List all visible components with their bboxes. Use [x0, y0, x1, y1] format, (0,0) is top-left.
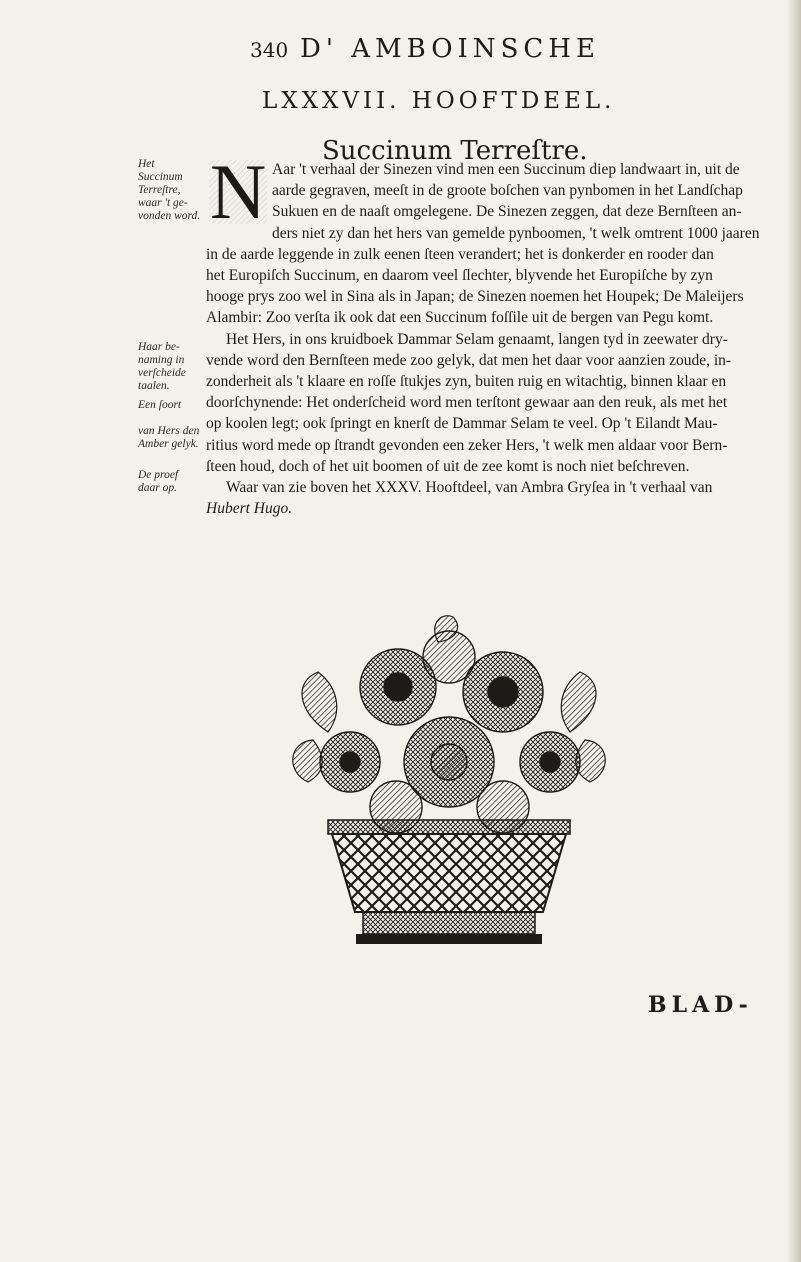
margin-note-sort: Een ſoort: [138, 399, 182, 411]
text-line: ritius word mede op ſtrandt gevonden een zeker Hers, 't welk men aldaar voor Bern-: [206, 436, 728, 454]
text-line: zonderheit als 't klaare en roſſe ſtukjes zyn, buiten ruig en witachtig, binnen klaar en: [206, 373, 727, 391]
chapter-heading: LXXXVII. HOOFTDEEL.: [262, 88, 616, 114]
text-line: in de aarde leggende in zulk eenen ſteen verandert; het is donkerder en rooder dan: [206, 245, 714, 263]
text-line: Alambir: Zoo verſta ik ook dat een Succinum foſſile uit de bergen van Pegu komt.: [206, 309, 714, 327]
flower-basket-vignette: [288, 612, 610, 948]
text-line: Aar 't verhaal der Sinezen vind men een Succinum diep landwaart in, uit de: [272, 161, 740, 178]
text-line: aarde gegraven, meeſt in de groote boſchen van pynbomen in het Landſchap: [272, 182, 743, 200]
text-line: vende word den Bernſteen mede zoo gelyk, dat men het daar voor aanzien zoude, in-: [206, 351, 732, 369]
text-line: op koolen legt; ook ſpringt en knerſt de Dammar Selam te veel. Op 't Eilandt Mau-: [206, 415, 718, 433]
margin-note-test: De proef daar op.: [138, 469, 179, 494]
text-line: Waar van zie boven het XXXV. Hooftdeel, van Ambra Gryſea in 't verhaal van: [226, 479, 713, 497]
text-line: doorſchynende: Het onderſcheid word men terſtont gewaar aan den reuk, als met het: [206, 394, 728, 412]
text-line: ſteen houd, doch of het uit boomen of uit de zee komt is noch niet beſchreven.: [206, 457, 690, 475]
catchword: BLAD-: [648, 992, 753, 1018]
text-line: hooge prys zoo wel in Sina als in Japan; de Sinezen noemen het Houpek; De Maleijers: [206, 288, 744, 306]
margin-note-resin: van Hers den Amber gelyk.: [138, 425, 200, 450]
text-line: het Europiſch Succinum, en daarom veel ſlechter, blyvende het Europiſche by zyn: [206, 267, 713, 285]
drop-cap: N: [209, 148, 267, 235]
margin-note-found: Het Succinum Terreſtre, waar 't ge-vonden word.: [138, 158, 201, 222]
text-line: Sukuen en de naaſt omgelegene. De Sinezen zeggen, dat deze Bernſteen an-: [272, 203, 742, 221]
page-edge-shadow: [787, 0, 801, 1262]
margin-note-naming: Haar be-naming in verſcheide taalen.: [138, 341, 186, 392]
text-line: Het Hers, in ons kruidboek Dammar Selam genaamt, langen tyd in zeewater dry-: [226, 330, 728, 348]
section-title: Succinum Terreſtre.: [322, 136, 588, 166]
text-line: ders niet zy dan het hers van gemelde pynboomen, 't welk omtrent 1000 jaaren: [272, 224, 760, 242]
text-line: Hubert Hugo.: [206, 500, 293, 518]
running-title: D' AMBOINSCHE: [300, 34, 600, 64]
page-number: 340: [250, 38, 289, 62]
